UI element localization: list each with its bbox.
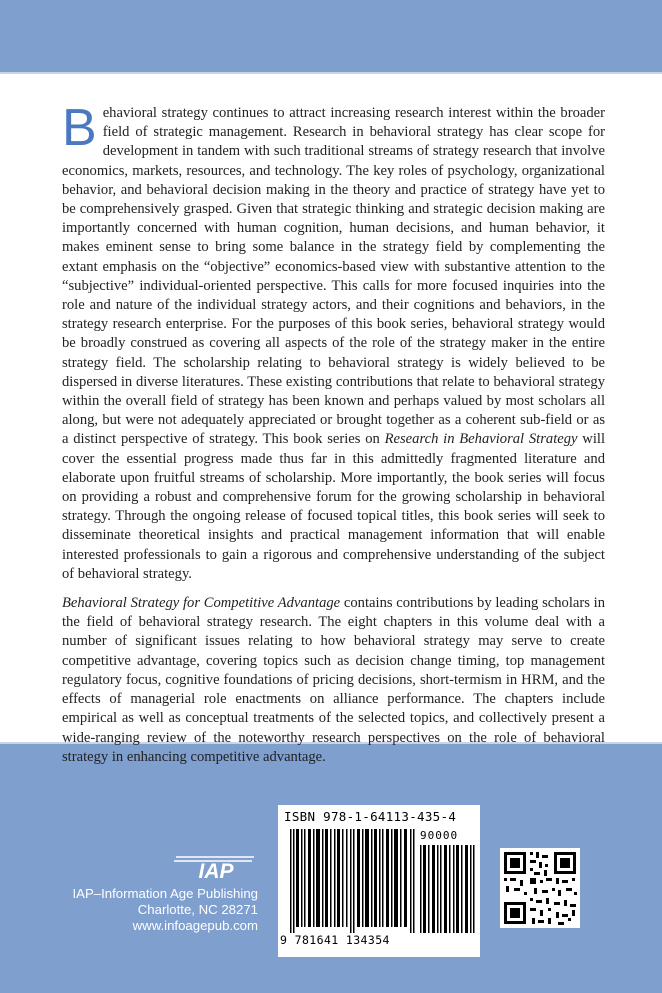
addon-barcode-bars (420, 829, 476, 933)
series-title: Research in Behavioral Strategy (384, 431, 578, 448)
isbn-label: ISBN 978-1-64113-435-4 (284, 809, 457, 824)
logo-text: IAP (198, 860, 234, 882)
isbn-barcode (278, 805, 480, 957)
publisher-info (73, 886, 258, 934)
ean-digits: 9 781641 134354 (280, 933, 390, 947)
addon-number: 90000 (420, 829, 459, 842)
p1-text-end: will cover the essential progress made thus far in this admittedly fragmented literature and elaborate upon fruitful streams of scholarship. More importantly, the book series will focus on providing a robust and comprehensive forum for the growing scholarship in behavioral strategy. Through the ongoing release of focused topical titles, this book series will seek to disseminate theoretical insights and practical management information that will enable interested professionals to gain a rigorous and comprehensive understanding of the subject of behavioral strategy. (62, 431, 605, 582)
ean-barcode-bars (290, 829, 416, 933)
blurb-paragraph-1 (62, 99, 605, 584)
publisher-city: Charlotte, NC 28271 (137, 902, 258, 917)
publisher-name: IAP–Information Age Publishing (72, 886, 258, 901)
blurb-panel (0, 72, 662, 765)
iap-logo (172, 854, 258, 882)
blurb-text (62, 99, 605, 767)
p2-text: contains contributions by leading scholars in the field of behavioral strategy research. The eight chapters in this volume deal with a number of significant issues relating to how behavioral strategy may serve to create competitive advantage, covering topics such as decision change timing, top management regulatory focus, cognitive foundations of pricing decisions, short-termism in HRM, and the effects of managerial role enactments on alliance performance. The chapters include empirical as well as conceptual treatments of the selected topics, and collectively present a wide-ranging review of the noteworthy research perspectives on the role of behavioral strategy in enhancing competitive advantage. (62, 595, 605, 765)
book-title: Behavioral Strategy for Competitive Advantage (62, 595, 341, 612)
blurb-paragraph-2 (62, 594, 605, 767)
drop-cap: B (62, 99, 97, 157)
qr-code (500, 848, 580, 928)
publisher-url: www.infoagepub.com (132, 918, 258, 933)
p1-text: ehavioral strategy continues to attract increasing research interest within the broader field of strategic management. Research in behavioral strategy has clear scope for development in tandem with such traditional streams of strategy research that involve economics, markets, resources, and technology. The key roles of psychology, organizational behavior, and behavioral decision making in the theory and practice of strategy have yet to be comprehensively grasped. Given that strategic thinking and strategic decision making are importantly concerned with human cognition, human decisions, and human behavior, it makes eminent sense to bring some balance in the strategy field by complementing the extant emphasis on the “objective” economics-based view with substantive attention to the “subjective” individual-oriented perspective. This calls for more focused inquiries into the role and nature of the individual strategy actors, and their cognitions and behaviors, in the strategy research enterprise. For the purposes of this book series, behavioral strategy would be broadly construed as covering all aspects of the role of the strategy maker in the entire strategy field. The scholarship relating to behavioral strategy is widely believed to be dispersed in diverse literatures. These existing contributions that relate to behavioral strategy within the overall field of strategy has been known and perhaps valued by most scholars all along, but were not adequately appreciated or brought together as a coherent sub-field or as a distinct perspective of strategy. This book series on (62, 105, 605, 448)
